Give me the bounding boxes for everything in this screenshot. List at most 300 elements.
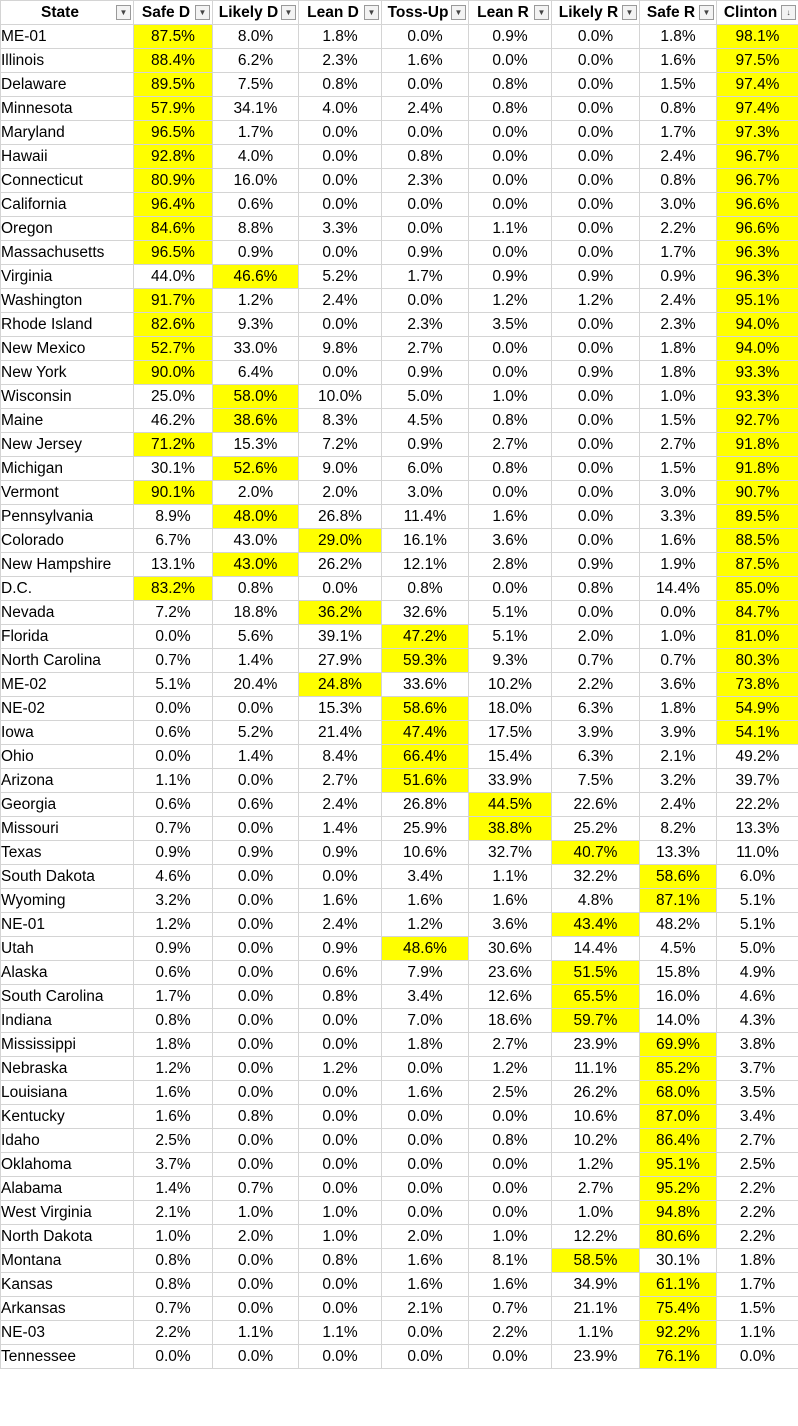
value-cell[interactable]: 2.2% — [717, 1225, 798, 1249]
state-cell[interactable]: Minnesota — [1, 97, 134, 121]
value-cell[interactable]: 32.7% — [469, 841, 552, 865]
value-cell[interactable]: 26.8% — [382, 793, 469, 817]
state-cell[interactable]: Texas — [1, 841, 134, 865]
value-cell[interactable]: 10.0% — [299, 385, 382, 409]
value-cell[interactable]: 5.2% — [299, 265, 382, 289]
value-cell[interactable]: 0.0% — [552, 145, 640, 169]
state-cell[interactable]: New Hampshire — [1, 553, 134, 577]
value-cell[interactable]: 96.5% — [134, 241, 213, 265]
value-cell[interactable]: 1.8% — [640, 25, 717, 49]
value-cell[interactable]: 93.3% — [717, 361, 798, 385]
value-cell[interactable]: 12.6% — [469, 985, 552, 1009]
value-cell[interactable]: 0.0% — [299, 169, 382, 193]
value-cell[interactable]: 0.0% — [134, 697, 213, 721]
value-cell[interactable]: 1.9% — [640, 553, 717, 577]
state-cell[interactable]: Kansas — [1, 1273, 134, 1297]
value-cell[interactable]: 94.0% — [717, 313, 798, 337]
value-cell[interactable]: 89.5% — [134, 73, 213, 97]
value-cell[interactable]: 2.2% — [640, 217, 717, 241]
value-cell[interactable]: 26.2% — [552, 1081, 640, 1105]
value-cell[interactable]: 43.0% — [213, 553, 299, 577]
value-cell[interactable]: 54.9% — [717, 697, 798, 721]
value-cell[interactable]: 47.4% — [382, 721, 469, 745]
value-cell[interactable]: 59.7% — [552, 1009, 640, 1033]
value-cell[interactable]: 0.0% — [213, 1345, 299, 1369]
value-cell[interactable]: 51.5% — [552, 961, 640, 985]
value-cell[interactable]: 46.2% — [134, 409, 213, 433]
value-cell[interactable]: 0.0% — [213, 937, 299, 961]
value-cell[interactable]: 0.0% — [469, 1153, 552, 1177]
value-cell[interactable]: 93.3% — [717, 385, 798, 409]
value-cell[interactable]: 10.6% — [552, 1105, 640, 1129]
value-cell[interactable]: 0.0% — [469, 121, 552, 145]
value-cell[interactable]: 2.1% — [640, 745, 717, 769]
value-cell[interactable]: 1.6% — [469, 889, 552, 913]
value-cell[interactable]: 0.0% — [299, 241, 382, 265]
value-cell[interactable]: 0.0% — [382, 289, 469, 313]
value-cell[interactable]: 6.0% — [717, 865, 798, 889]
value-cell[interactable]: 1.1% — [299, 1321, 382, 1345]
value-cell[interactable]: 1.1% — [213, 1321, 299, 1345]
value-cell[interactable]: 5.1% — [469, 601, 552, 625]
value-cell[interactable]: 1.1% — [717, 1321, 798, 1345]
filter-dropdown-icon[interactable]: ▼ — [364, 5, 379, 20]
value-cell[interactable]: 15.3% — [213, 433, 299, 457]
value-cell[interactable]: 3.0% — [640, 481, 717, 505]
value-cell[interactable]: 0.0% — [299, 1009, 382, 1033]
value-cell[interactable]: 0.0% — [382, 1345, 469, 1369]
state-cell[interactable]: Oklahoma — [1, 1153, 134, 1177]
value-cell[interactable]: 2.7% — [640, 433, 717, 457]
value-cell[interactable]: 96.7% — [717, 169, 798, 193]
state-cell[interactable]: NE-03 — [1, 1321, 134, 1345]
value-cell[interactable]: 0.9% — [382, 361, 469, 385]
value-cell[interactable]: 18.6% — [469, 1009, 552, 1033]
value-cell[interactable]: 22.2% — [717, 793, 798, 817]
value-cell[interactable]: 0.0% — [213, 985, 299, 1009]
value-cell[interactable]: 2.4% — [382, 97, 469, 121]
value-cell[interactable]: 46.6% — [213, 265, 299, 289]
value-cell[interactable]: 0.0% — [299, 577, 382, 601]
value-cell[interactable]: 1.8% — [640, 697, 717, 721]
value-cell[interactable]: 96.5% — [134, 121, 213, 145]
value-cell[interactable]: 0.0% — [213, 961, 299, 985]
value-cell[interactable]: 0.0% — [299, 1273, 382, 1297]
value-cell[interactable]: 0.8% — [299, 73, 382, 97]
filter-dropdown-icon[interactable]: ▼ — [451, 5, 466, 20]
value-cell[interactable]: 33.0% — [213, 337, 299, 361]
value-cell[interactable]: 12.1% — [382, 553, 469, 577]
value-cell[interactable]: 24.8% — [299, 673, 382, 697]
value-cell[interactable]: 0.9% — [134, 841, 213, 865]
value-cell[interactable]: 90.1% — [134, 481, 213, 505]
value-cell[interactable]: 97.4% — [717, 73, 798, 97]
value-cell[interactable]: 5.1% — [469, 625, 552, 649]
value-cell[interactable]: 0.9% — [134, 937, 213, 961]
state-cell[interactable]: Tennessee — [1, 1345, 134, 1369]
state-cell[interactable]: Florida — [1, 625, 134, 649]
value-cell[interactable]: 0.9% — [213, 241, 299, 265]
value-cell[interactable]: 2.4% — [640, 145, 717, 169]
value-cell[interactable]: 7.9% — [382, 961, 469, 985]
value-cell[interactable]: 11.0% — [717, 841, 798, 865]
value-cell[interactable]: 7.5% — [552, 769, 640, 793]
value-cell[interactable]: 0.6% — [213, 193, 299, 217]
value-cell[interactable]: 1.5% — [717, 1297, 798, 1321]
state-cell[interactable]: Iowa — [1, 721, 134, 745]
value-cell[interactable]: 10.2% — [469, 673, 552, 697]
state-cell[interactable]: North Dakota — [1, 1225, 134, 1249]
value-cell[interactable]: 0.7% — [134, 1297, 213, 1321]
value-cell[interactable]: 81.0% — [717, 625, 798, 649]
sort-desc-filter-icon[interactable]: ↓ — [781, 5, 796, 20]
value-cell[interactable]: 39.7% — [717, 769, 798, 793]
value-cell[interactable]: 2.3% — [299, 49, 382, 73]
state-cell[interactable]: Virginia — [1, 265, 134, 289]
value-cell[interactable]: 98.1% — [717, 25, 798, 49]
filter-dropdown-icon[interactable]: ▼ — [116, 5, 131, 20]
value-cell[interactable]: 36.2% — [299, 601, 382, 625]
value-cell[interactable]: 0.7% — [134, 817, 213, 841]
value-cell[interactable]: 3.7% — [134, 1153, 213, 1177]
value-cell[interactable]: 0.0% — [382, 1129, 469, 1153]
value-cell[interactable]: 96.6% — [717, 217, 798, 241]
value-cell[interactable]: 71.2% — [134, 433, 213, 457]
value-cell[interactable]: 7.0% — [382, 1009, 469, 1033]
value-cell[interactable]: 96.7% — [717, 145, 798, 169]
value-cell[interactable]: 0.9% — [469, 25, 552, 49]
value-cell[interactable]: 91.8% — [717, 433, 798, 457]
value-cell[interactable]: 0.0% — [552, 241, 640, 265]
value-cell[interactable]: 21.4% — [299, 721, 382, 745]
value-cell[interactable]: 0.0% — [552, 313, 640, 337]
value-cell[interactable]: 84.7% — [717, 601, 798, 625]
value-cell[interactable]: 94.8% — [640, 1201, 717, 1225]
state-cell[interactable]: Rhode Island — [1, 313, 134, 337]
value-cell[interactable]: 1.1% — [134, 769, 213, 793]
value-cell[interactable]: 32.2% — [552, 865, 640, 889]
value-cell[interactable]: 58.6% — [640, 865, 717, 889]
value-cell[interactable]: 0.0% — [552, 529, 640, 553]
value-cell[interactable]: 47.2% — [382, 625, 469, 649]
value-cell[interactable]: 1.7% — [640, 241, 717, 265]
value-cell[interactable]: 26.8% — [299, 505, 382, 529]
value-cell[interactable]: 0.0% — [299, 1345, 382, 1369]
value-cell[interactable]: 0.0% — [552, 505, 640, 529]
value-cell[interactable]: 73.8% — [717, 673, 798, 697]
value-cell[interactable]: 76.1% — [640, 1345, 717, 1369]
value-cell[interactable]: 0.0% — [299, 1177, 382, 1201]
value-cell[interactable]: 0.0% — [552, 121, 640, 145]
value-cell[interactable]: 0.0% — [552, 217, 640, 241]
value-cell[interactable]: 40.7% — [552, 841, 640, 865]
value-cell[interactable]: 0.8% — [469, 73, 552, 97]
value-cell[interactable]: 0.6% — [299, 961, 382, 985]
value-cell[interactable]: 8.9% — [134, 505, 213, 529]
value-cell[interactable]: 0.0% — [213, 769, 299, 793]
value-cell[interactable]: 0.0% — [552, 433, 640, 457]
state-cell[interactable]: South Dakota — [1, 865, 134, 889]
value-cell[interactable]: 1.2% — [552, 1153, 640, 1177]
value-cell[interactable]: 0.0% — [299, 1033, 382, 1057]
value-cell[interactable]: 0.9% — [382, 433, 469, 457]
state-cell[interactable]: NE-01 — [1, 913, 134, 937]
value-cell[interactable]: 0.9% — [299, 841, 382, 865]
value-cell[interactable]: 1.6% — [469, 1273, 552, 1297]
value-cell[interactable]: 0.0% — [299, 1153, 382, 1177]
filter-dropdown-icon[interactable]: ▼ — [195, 5, 210, 20]
value-cell[interactable]: 0.7% — [134, 649, 213, 673]
value-cell[interactable]: 96.3% — [717, 241, 798, 265]
value-cell[interactable]: 84.6% — [134, 217, 213, 241]
value-cell[interactable]: 1.6% — [382, 1081, 469, 1105]
value-cell[interactable]: 0.0% — [134, 625, 213, 649]
value-cell[interactable]: 0.0% — [213, 1081, 299, 1105]
value-cell[interactable]: 3.3% — [299, 217, 382, 241]
value-cell[interactable]: 0.0% — [469, 145, 552, 169]
value-cell[interactable]: 34.9% — [552, 1273, 640, 1297]
filter-dropdown-icon[interactable]: ▼ — [534, 5, 549, 20]
state-cell[interactable]: South Carolina — [1, 985, 134, 1009]
value-cell[interactable]: 58.0% — [213, 385, 299, 409]
value-cell[interactable]: 2.4% — [299, 913, 382, 937]
value-cell[interactable]: 22.6% — [552, 793, 640, 817]
value-cell[interactable]: 0.0% — [213, 1273, 299, 1297]
value-cell[interactable]: 1.2% — [134, 913, 213, 937]
value-cell[interactable]: 8.3% — [299, 409, 382, 433]
state-cell[interactable]: Ohio — [1, 745, 134, 769]
value-cell[interactable]: 0.0% — [213, 1249, 299, 1273]
value-cell[interactable]: 0.0% — [469, 49, 552, 73]
value-cell[interactable]: 1.7% — [213, 121, 299, 145]
value-cell[interactable]: 1.6% — [134, 1105, 213, 1129]
value-cell[interactable]: 0.9% — [382, 241, 469, 265]
value-cell[interactable]: 5.6% — [213, 625, 299, 649]
value-cell[interactable]: 9.8% — [299, 337, 382, 361]
value-cell[interactable]: 18.0% — [469, 697, 552, 721]
value-cell[interactable]: 85.2% — [640, 1057, 717, 1081]
value-cell[interactable]: 92.7% — [717, 409, 798, 433]
value-cell[interactable]: 65.5% — [552, 985, 640, 1009]
state-cell[interactable]: Massachusetts — [1, 241, 134, 265]
value-cell[interactable]: 0.0% — [552, 457, 640, 481]
state-cell[interactable]: Washington — [1, 289, 134, 313]
state-cell[interactable]: Hawaii — [1, 145, 134, 169]
value-cell[interactable]: 3.2% — [640, 769, 717, 793]
value-cell[interactable]: 0.0% — [552, 97, 640, 121]
value-cell[interactable]: 85.0% — [717, 577, 798, 601]
value-cell[interactable]: 3.9% — [552, 721, 640, 745]
state-cell[interactable]: California — [1, 193, 134, 217]
value-cell[interactable]: 1.0% — [469, 1225, 552, 1249]
value-cell[interactable]: 1.0% — [213, 1201, 299, 1225]
value-cell[interactable]: 2.7% — [552, 1177, 640, 1201]
state-cell[interactable]: Alabama — [1, 1177, 134, 1201]
value-cell[interactable]: 0.0% — [213, 1153, 299, 1177]
state-cell[interactable]: Maryland — [1, 121, 134, 145]
value-cell[interactable]: 0.0% — [469, 241, 552, 265]
value-cell[interactable]: 3.4% — [717, 1105, 798, 1129]
state-cell[interactable]: New Mexico — [1, 337, 134, 361]
value-cell[interactable]: 7.5% — [213, 73, 299, 97]
value-cell[interactable]: 2.7% — [382, 337, 469, 361]
value-cell[interactable]: 51.6% — [382, 769, 469, 793]
value-cell[interactable]: 16.0% — [213, 169, 299, 193]
value-cell[interactable]: 0.0% — [469, 169, 552, 193]
value-cell[interactable]: 1.6% — [382, 49, 469, 73]
value-cell[interactable]: 21.1% — [552, 1297, 640, 1321]
value-cell[interactable]: 2.2% — [469, 1321, 552, 1345]
value-cell[interactable]: 2.3% — [382, 169, 469, 193]
value-cell[interactable]: 0.0% — [299, 1129, 382, 1153]
value-cell[interactable]: 2.8% — [469, 553, 552, 577]
value-cell[interactable]: 80.9% — [134, 169, 213, 193]
value-cell[interactable]: 5.1% — [134, 673, 213, 697]
value-cell[interactable]: 20.4% — [213, 673, 299, 697]
value-cell[interactable]: 0.0% — [552, 193, 640, 217]
value-cell[interactable]: 0.0% — [552, 169, 640, 193]
value-cell[interactable]: 0.0% — [299, 1297, 382, 1321]
value-cell[interactable]: 1.1% — [469, 865, 552, 889]
value-cell[interactable]: 0.0% — [552, 337, 640, 361]
state-cell[interactable]: North Carolina — [1, 649, 134, 673]
value-cell[interactable]: 96.3% — [717, 265, 798, 289]
value-cell[interactable]: 1.5% — [640, 409, 717, 433]
value-cell[interactable]: 7.2% — [299, 433, 382, 457]
value-cell[interactable]: 16.1% — [382, 529, 469, 553]
value-cell[interactable]: 3.0% — [640, 193, 717, 217]
value-cell[interactable]: 0.0% — [213, 697, 299, 721]
value-cell[interactable]: 61.1% — [640, 1273, 717, 1297]
state-cell[interactable]: ME-02 — [1, 673, 134, 697]
value-cell[interactable]: 2.5% — [469, 1081, 552, 1105]
value-cell[interactable]: 1.7% — [134, 985, 213, 1009]
value-cell[interactable]: 5.0% — [717, 937, 798, 961]
value-cell[interactable]: 0.0% — [552, 25, 640, 49]
value-cell[interactable]: 0.0% — [552, 49, 640, 73]
value-cell[interactable]: 0.0% — [382, 1321, 469, 1345]
value-cell[interactable]: 91.8% — [717, 457, 798, 481]
value-cell[interactable]: 3.5% — [717, 1081, 798, 1105]
value-cell[interactable]: 25.2% — [552, 817, 640, 841]
value-cell[interactable]: 14.4% — [552, 937, 640, 961]
value-cell[interactable]: 4.0% — [299, 97, 382, 121]
value-cell[interactable]: 0.0% — [213, 1033, 299, 1057]
state-cell[interactable]: Colorado — [1, 529, 134, 553]
value-cell[interactable]: 0.8% — [134, 1009, 213, 1033]
value-cell[interactable]: 0.0% — [213, 1129, 299, 1153]
value-cell[interactable]: 0.9% — [552, 265, 640, 289]
value-cell[interactable]: 87.0% — [640, 1105, 717, 1129]
value-cell[interactable]: 1.1% — [469, 217, 552, 241]
value-cell[interactable]: 48.2% — [640, 913, 717, 937]
value-cell[interactable]: 92.8% — [134, 145, 213, 169]
value-cell[interactable]: 0.0% — [552, 385, 640, 409]
value-cell[interactable]: 90.7% — [717, 481, 798, 505]
value-cell[interactable]: 0.0% — [213, 913, 299, 937]
value-cell[interactable]: 1.2% — [469, 1057, 552, 1081]
value-cell[interactable]: 10.2% — [552, 1129, 640, 1153]
value-cell[interactable]: 1.6% — [469, 505, 552, 529]
state-cell[interactable]: New Jersey — [1, 433, 134, 457]
state-cell[interactable]: Illinois — [1, 49, 134, 73]
filter-dropdown-icon[interactable]: ▼ — [281, 5, 296, 20]
value-cell[interactable]: 89.5% — [717, 505, 798, 529]
value-cell[interactable]: 69.9% — [640, 1033, 717, 1057]
value-cell[interactable]: 32.6% — [382, 601, 469, 625]
value-cell[interactable]: 0.8% — [640, 97, 717, 121]
state-cell[interactable]: Mississippi — [1, 1033, 134, 1057]
value-cell[interactable]: 1.7% — [382, 265, 469, 289]
value-cell[interactable]: 88.5% — [717, 529, 798, 553]
value-cell[interactable]: 39.1% — [299, 625, 382, 649]
state-cell[interactable]: D.C. — [1, 577, 134, 601]
value-cell[interactable]: 16.0% — [640, 985, 717, 1009]
value-cell[interactable]: 1.6% — [382, 1249, 469, 1273]
value-cell[interactable]: 95.1% — [717, 289, 798, 313]
value-cell[interactable]: 15.4% — [469, 745, 552, 769]
value-cell[interactable]: 0.7% — [640, 649, 717, 673]
value-cell[interactable]: 68.0% — [640, 1081, 717, 1105]
value-cell[interactable]: 5.0% — [382, 385, 469, 409]
value-cell[interactable]: 6.0% — [382, 457, 469, 481]
value-cell[interactable]: 13.3% — [717, 817, 798, 841]
value-cell[interactable]: 3.6% — [469, 913, 552, 937]
value-cell[interactable]: 14.0% — [640, 1009, 717, 1033]
value-cell[interactable]: 2.0% — [552, 625, 640, 649]
value-cell[interactable]: 0.0% — [382, 1177, 469, 1201]
value-cell[interactable]: 7.2% — [134, 601, 213, 625]
value-cell[interactable]: 0.0% — [134, 1345, 213, 1369]
value-cell[interactable]: 0.0% — [382, 73, 469, 97]
state-cell[interactable]: Arizona — [1, 769, 134, 793]
value-cell[interactable]: 11.1% — [552, 1057, 640, 1081]
value-cell[interactable]: 43.0% — [213, 529, 299, 553]
value-cell[interactable]: 1.5% — [640, 457, 717, 481]
value-cell[interactable]: 33.9% — [469, 769, 552, 793]
value-cell[interactable]: 0.0% — [552, 73, 640, 97]
value-cell[interactable]: 52.6% — [213, 457, 299, 481]
value-cell[interactable]: 0.9% — [469, 265, 552, 289]
value-cell[interactable]: 1.0% — [640, 385, 717, 409]
value-cell[interactable]: 58.5% — [552, 1249, 640, 1273]
value-cell[interactable]: 2.0% — [299, 481, 382, 505]
value-cell[interactable]: 6.3% — [552, 745, 640, 769]
value-cell[interactable]: 57.9% — [134, 97, 213, 121]
value-cell[interactable]: 0.8% — [469, 97, 552, 121]
value-cell[interactable]: 0.0% — [717, 1345, 798, 1369]
value-cell[interactable]: 0.0% — [382, 1057, 469, 1081]
value-cell[interactable]: 0.0% — [299, 313, 382, 337]
value-cell[interactable]: 1.2% — [469, 289, 552, 313]
value-cell[interactable]: 1.0% — [469, 385, 552, 409]
value-cell[interactable]: 52.7% — [134, 337, 213, 361]
value-cell[interactable]: 83.2% — [134, 577, 213, 601]
value-cell[interactable]: 0.6% — [134, 721, 213, 745]
value-cell[interactable]: 0.8% — [382, 145, 469, 169]
value-cell[interactable]: 15.8% — [640, 961, 717, 985]
value-cell[interactable]: 90.0% — [134, 361, 213, 385]
value-cell[interactable]: 10.6% — [382, 841, 469, 865]
value-cell[interactable]: 2.1% — [382, 1297, 469, 1321]
value-cell[interactable]: 25.9% — [382, 817, 469, 841]
value-cell[interactable]: 0.0% — [469, 337, 552, 361]
value-cell[interactable]: 44.0% — [134, 265, 213, 289]
value-cell[interactable]: 0.8% — [552, 577, 640, 601]
state-cell[interactable]: Wisconsin — [1, 385, 134, 409]
value-cell[interactable]: 13.1% — [134, 553, 213, 577]
value-cell[interactable]: 33.6% — [382, 673, 469, 697]
